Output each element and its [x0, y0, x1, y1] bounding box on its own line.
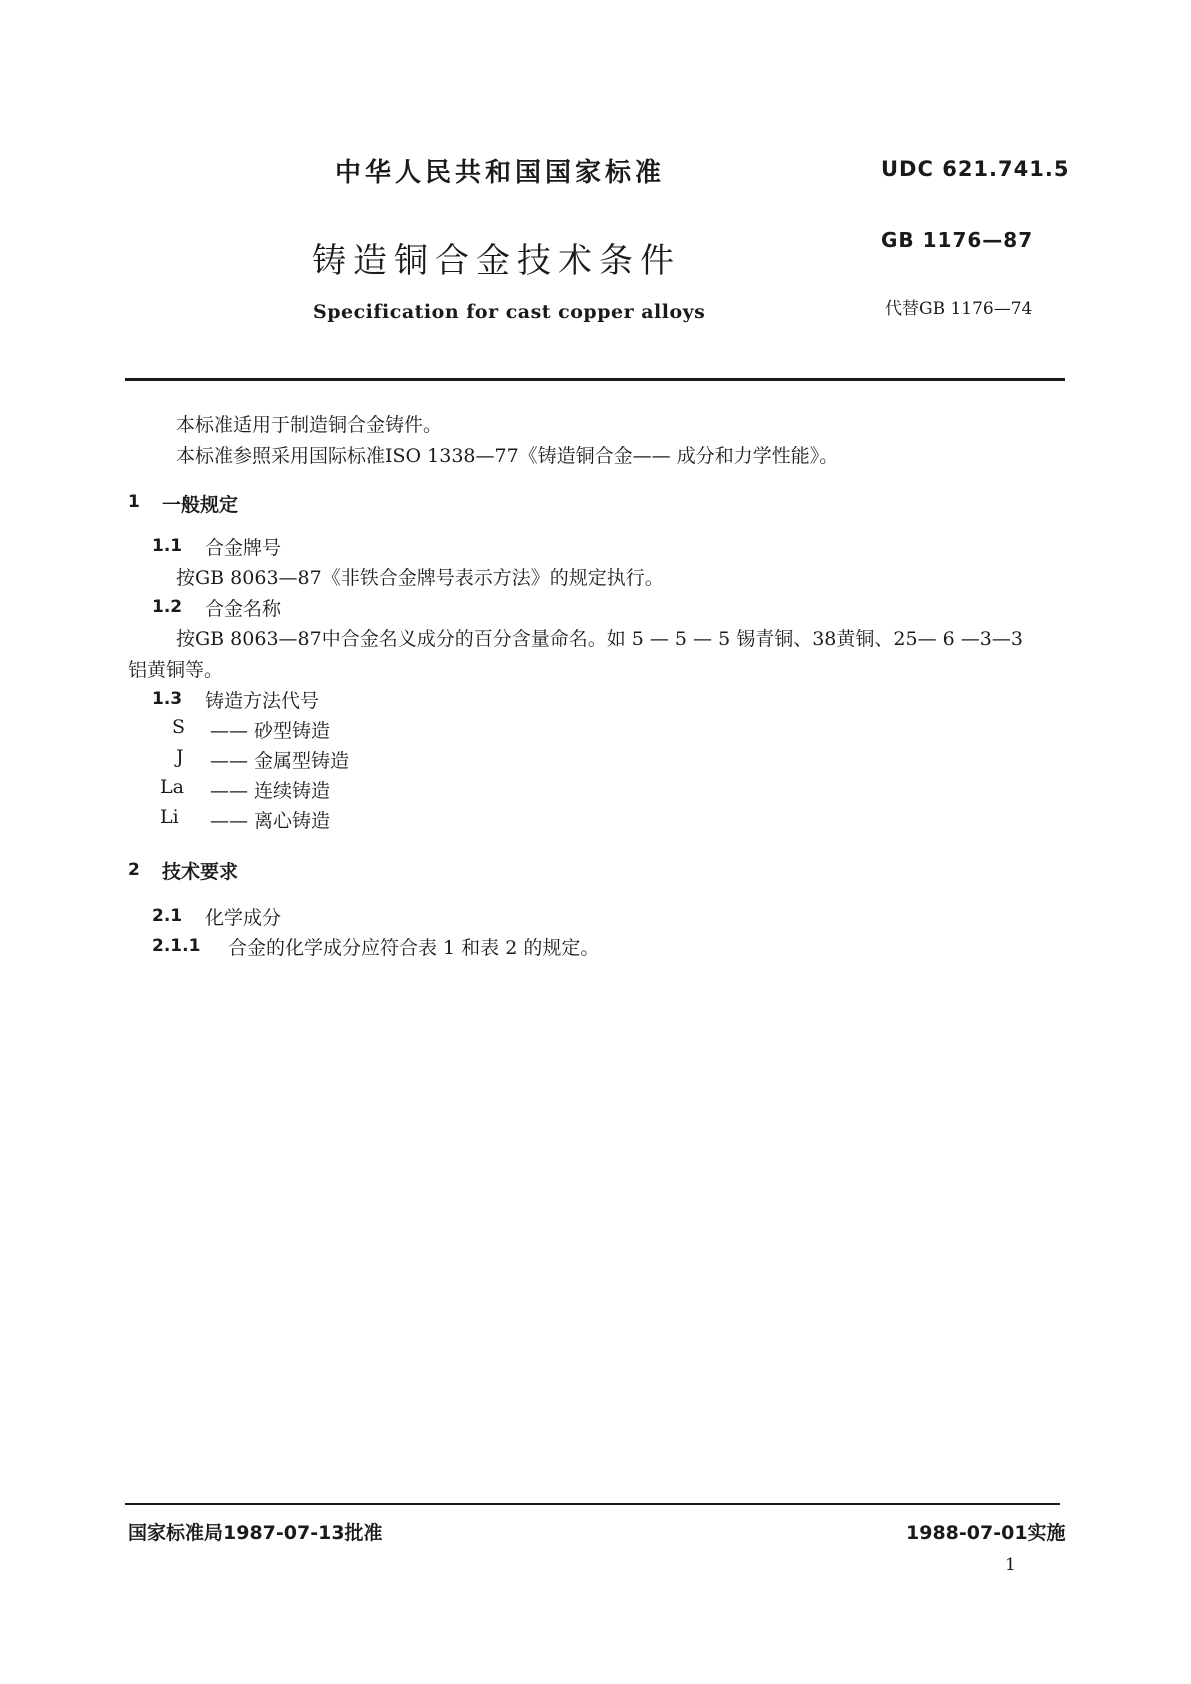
intro-line-1: 本标准适用于制造铜合金铸件。 — [176, 414, 443, 436]
section-1-3-title: 铸造方法代号 — [205, 690, 320, 712]
section-1-2-number: 1.2 — [152, 597, 183, 617]
section-2-1-number: 2.1 — [152, 906, 183, 926]
footer-rule — [125, 1503, 1060, 1505]
section-1-2-text-line-2: 铝黄铜等。 — [128, 659, 224, 681]
replaces-standard: 代替GB 1176—74 — [885, 299, 1033, 319]
method-desc-j: —— 金属型铸造 — [210, 750, 350, 772]
section-1-1-text: 按GB 8063—87《非铁合金牌号表示方法》的规定执行。 — [176, 567, 664, 589]
section-2-1-1-text: 合金的化学成分应符合表 1 和表 2 的规定。 — [228, 937, 600, 959]
section-1-2-text-line-1: 按GB 8063—87中合金名义成分的百分含量命名。如 5 — 5 — 5 锡青铜、38黄铜、25— 6 —3—3 — [176, 628, 1023, 650]
gb-number: GB 1176—87 — [881, 228, 1034, 252]
section-1-title: 一般规定 — [162, 494, 239, 516]
udc-code: UDC 621.741.5 — [881, 157, 1070, 181]
section-2-1-1-number: 2.1.1 — [152, 936, 201, 956]
method-desc-la: —— 连续铸造 — [210, 780, 331, 802]
section-1-1-number: 1.1 — [152, 536, 183, 556]
header-rule — [125, 378, 1065, 381]
method-desc-s: —— 砂型铸造 — [210, 720, 331, 742]
section-1-1-title: 合金牌号 — [205, 537, 282, 559]
section-2-title: 技术要求 — [162, 861, 239, 883]
method-code-j: J — [176, 746, 184, 768]
effective-date: 1988-07-01实施 — [906, 1522, 1066, 1544]
document-title-en: Specification for cast copper alloys — [313, 301, 706, 323]
section-1-2-title: 合金名称 — [205, 598, 282, 620]
approval-date: 国家标准局1987-07-13批准 — [128, 1522, 383, 1544]
section-1-number: 1 — [128, 492, 140, 512]
national-standard-heading: 中华人民共和国国家标准 — [335, 158, 666, 188]
intro-line-2: 本标准参照采用国际标准ISO 1338—77《铸造铜合金—— 成分和力学性能》。 — [176, 445, 839, 467]
method-code-li: Li — [160, 806, 179, 828]
section-2-1-title: 化学成分 — [205, 907, 282, 929]
document-title-cn: 铸造铜合金技术条件 — [312, 241, 681, 281]
section-1-3-number: 1.3 — [152, 689, 183, 709]
section-2-number: 2 — [128, 860, 140, 880]
page-number: 1 — [1005, 1555, 1016, 1575]
method-code-la: La — [160, 776, 184, 798]
method-desc-li: —— 离心铸造 — [210, 810, 331, 832]
method-code-s: S — [172, 716, 186, 738]
